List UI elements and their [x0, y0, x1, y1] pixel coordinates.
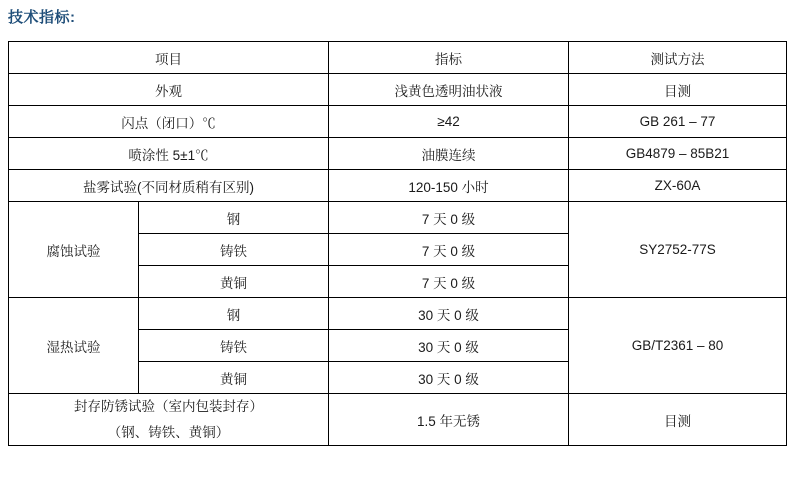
row-material: 黄铜 — [139, 362, 329, 394]
table-row — [9, 202, 787, 234]
row-method: GB 261 – 77 — [569, 106, 787, 138]
row-index: 1.5 年无锈 — [329, 394, 569, 446]
table-row — [9, 74, 787, 106]
header-item: 项目 — [9, 42, 329, 74]
row-index: 120-150 小时 — [329, 170, 569, 202]
row-method: 目测 — [569, 394, 787, 446]
row-item: 外观 — [9, 74, 329, 106]
row-index: 30 天 0 级 — [329, 330, 569, 362]
row-item: 闪点（闭口）℃ — [9, 106, 329, 138]
row-material: 黄铜 — [139, 266, 329, 298]
table-row — [9, 170, 787, 202]
group-method-corrosion: SY2752-77S — [569, 202, 787, 298]
group-label-humidity: 湿热试验 — [9, 298, 139, 394]
row-item: 喷涂性 5±1℃ — [9, 138, 329, 170]
row-index: 30 天 0 级 — [329, 362, 569, 394]
table-row — [9, 106, 787, 138]
row-index: 7 天 0 级 — [329, 234, 569, 266]
row-material: 铸铁 — [139, 234, 329, 266]
row-item: 盐雾试验(不同材质稍有区别) — [9, 170, 329, 202]
row-index: 7 天 0 级 — [329, 202, 569, 234]
header-method: 测试方法 — [569, 42, 787, 74]
table-row-storage — [9, 394, 787, 446]
table-header-row — [9, 42, 787, 74]
row-item-line1: 封存防锈试验（室内包装封存） — [74, 399, 263, 414]
row-index: 30 天 0 级 — [329, 298, 569, 330]
row-material: 钢 — [139, 298, 329, 330]
row-index: 油膜连续 — [329, 138, 569, 170]
table-row — [9, 138, 787, 170]
row-index: 浅黄色透明油状液 — [329, 74, 569, 106]
row-material: 钢 — [139, 202, 329, 234]
row-method: 目测 — [569, 74, 787, 106]
page-title: 技术指标: — [8, 9, 76, 26]
technical-specifications-table — [8, 41, 787, 446]
row-index: 7 天 0 级 — [329, 266, 569, 298]
row-item — [9, 394, 329, 446]
row-material: 铸铁 — [139, 330, 329, 362]
header-index: 指标 — [329, 42, 569, 74]
group-method-humidity: GB/T2361 – 80 — [569, 298, 787, 394]
row-method: GB4879 – 85B21 — [569, 138, 787, 170]
row-method: ZX-60A — [569, 170, 787, 202]
group-label-corrosion: 腐蚀试验 — [9, 202, 139, 298]
table-row — [9, 298, 787, 330]
row-item-line2: （钢、铸铁、黄铜） — [107, 424, 230, 440]
row-index: ≥42 — [329, 106, 569, 138]
